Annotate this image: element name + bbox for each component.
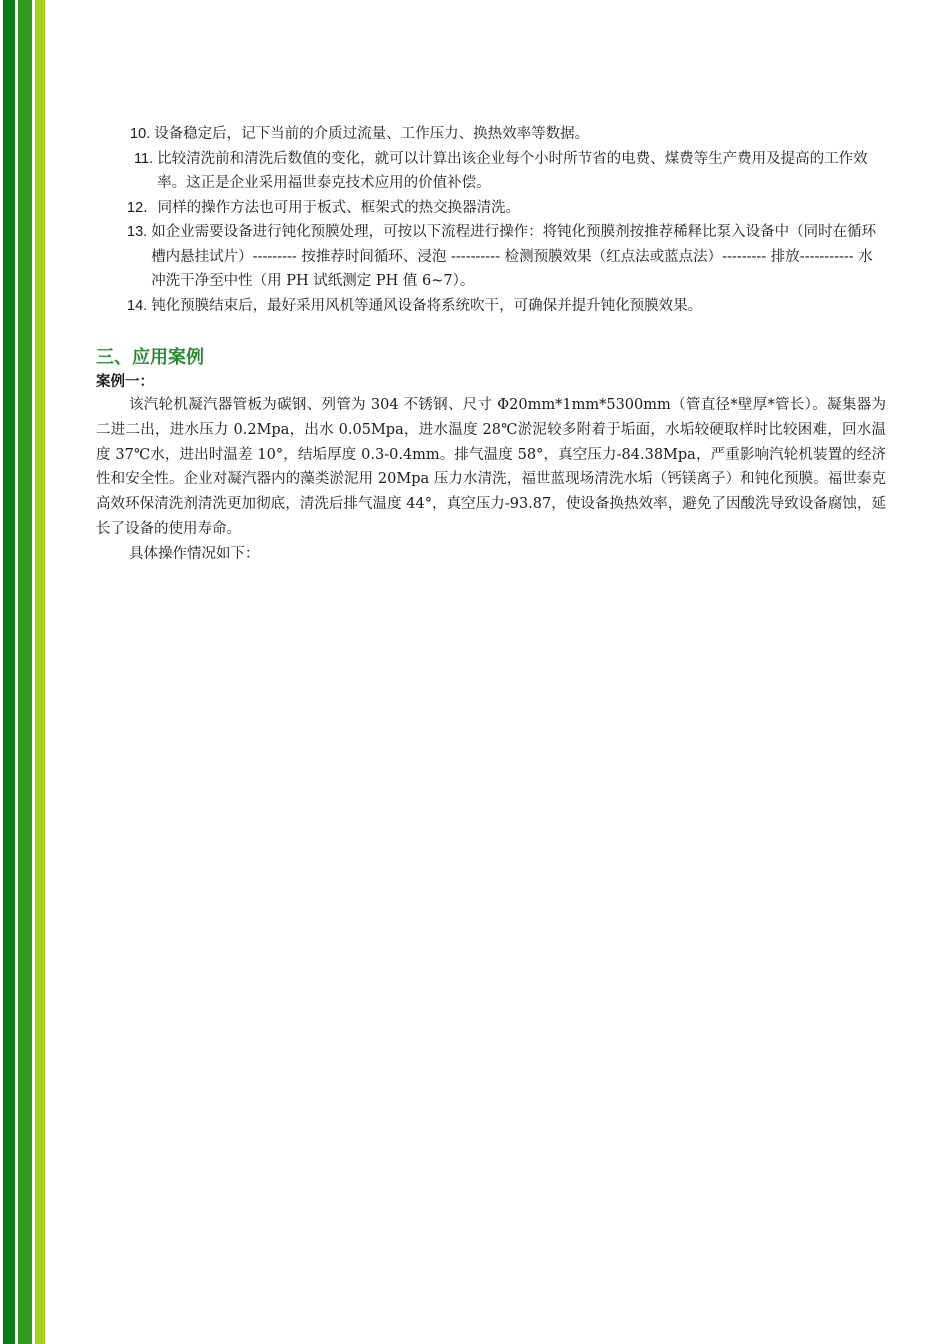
- case-heading: 案例一：: [96, 374, 154, 390]
- step-number: 10.: [130, 126, 155, 142]
- step-text: 比较清洗前和清洗后数值的变化，就可以计算出该企业每个小时所节省的电费、煤费等生产费用及提高的工作效率。这正是企业采用福世泰克技术应用的价值补偿。: [157, 150, 868, 191]
- step-number: 13.: [127, 224, 152, 240]
- step-14: [96, 294, 886, 319]
- step-text: 钝化预膜结束后，最好采用风机等通风设备将系统吹干，可确保并提升钝化预膜效果。: [151, 297, 703, 314]
- step-12: [96, 196, 886, 221]
- border-stripe-light: [35, 0, 45, 1344]
- step-text: 如企业需要设备进行钝化预膜处理，可按以下流程进行操作：将钝化预膜剂按推荐稀释比泵入设备中（同时在循环槽内悬挂试片）--------- 按推荐时间循环、浸泡 ---------- 检测预膜效果（红点法或蓝点法）--------- 排放----------- 水冲洗干净至中性（用 PH 试纸测定 PH 值 6~7）。: [151, 224, 877, 289]
- closing-line: 具体操作情况如下：: [129, 545, 260, 562]
- border-stripe-dark: [3, 0, 15, 1344]
- step-10: [96, 122, 886, 147]
- procedure-steps: [96, 122, 886, 318]
- step-text: 设备稳定后，记下当前的介质过流量、工作压力、换热效率等数据。: [154, 126, 590, 142]
- step-13: [96, 220, 886, 294]
- step-11: [96, 147, 886, 196]
- step-number: 14.: [127, 297, 152, 314]
- section-heading: 三、应用案例: [96, 347, 204, 368]
- border-stripe-mid: [18, 0, 32, 1344]
- case-description: 该汽轮机凝汽器管板为碳钢、列管为 304 不锈钢、尺寸 Φ20mm*1mm*5300mm（管直径*壁厚*管长）。凝集器为二进二出，进水压力 0.2Mpa，出水 0.05Mpa，进水温度 28℃淤泥较多附着于垢面，水垢较硬取样时比较困难，回水温度 37℃水，进出时温差 10°，结垢厚度 0.3-0.4mm。排气温度 58°，真空压力-84.38Mpa，严重影响汽轮机装置的经济性和安全性。企业对凝汽器内的藻类淤泥用 20Mpa 压力水清洗，福世蓝现场清洗水垢（钙镁离子）和钝化预膜。福世泰克高效环保清洗剂清洗更加彻底，清洗后排气温度 44°，真空压力-93.87，使设备换热效率，避免了因酸洗导致设备腐蚀，延长了设备的使用寿命。: [96, 397, 886, 537]
- step-number: 11.: [134, 150, 158, 167]
- step-text: 同样的操作方法也可用于板式、框架式的热交换器清洗。: [157, 199, 521, 216]
- step-number: 12．: [127, 199, 158, 216]
- document-body: [96, 122, 886, 567]
